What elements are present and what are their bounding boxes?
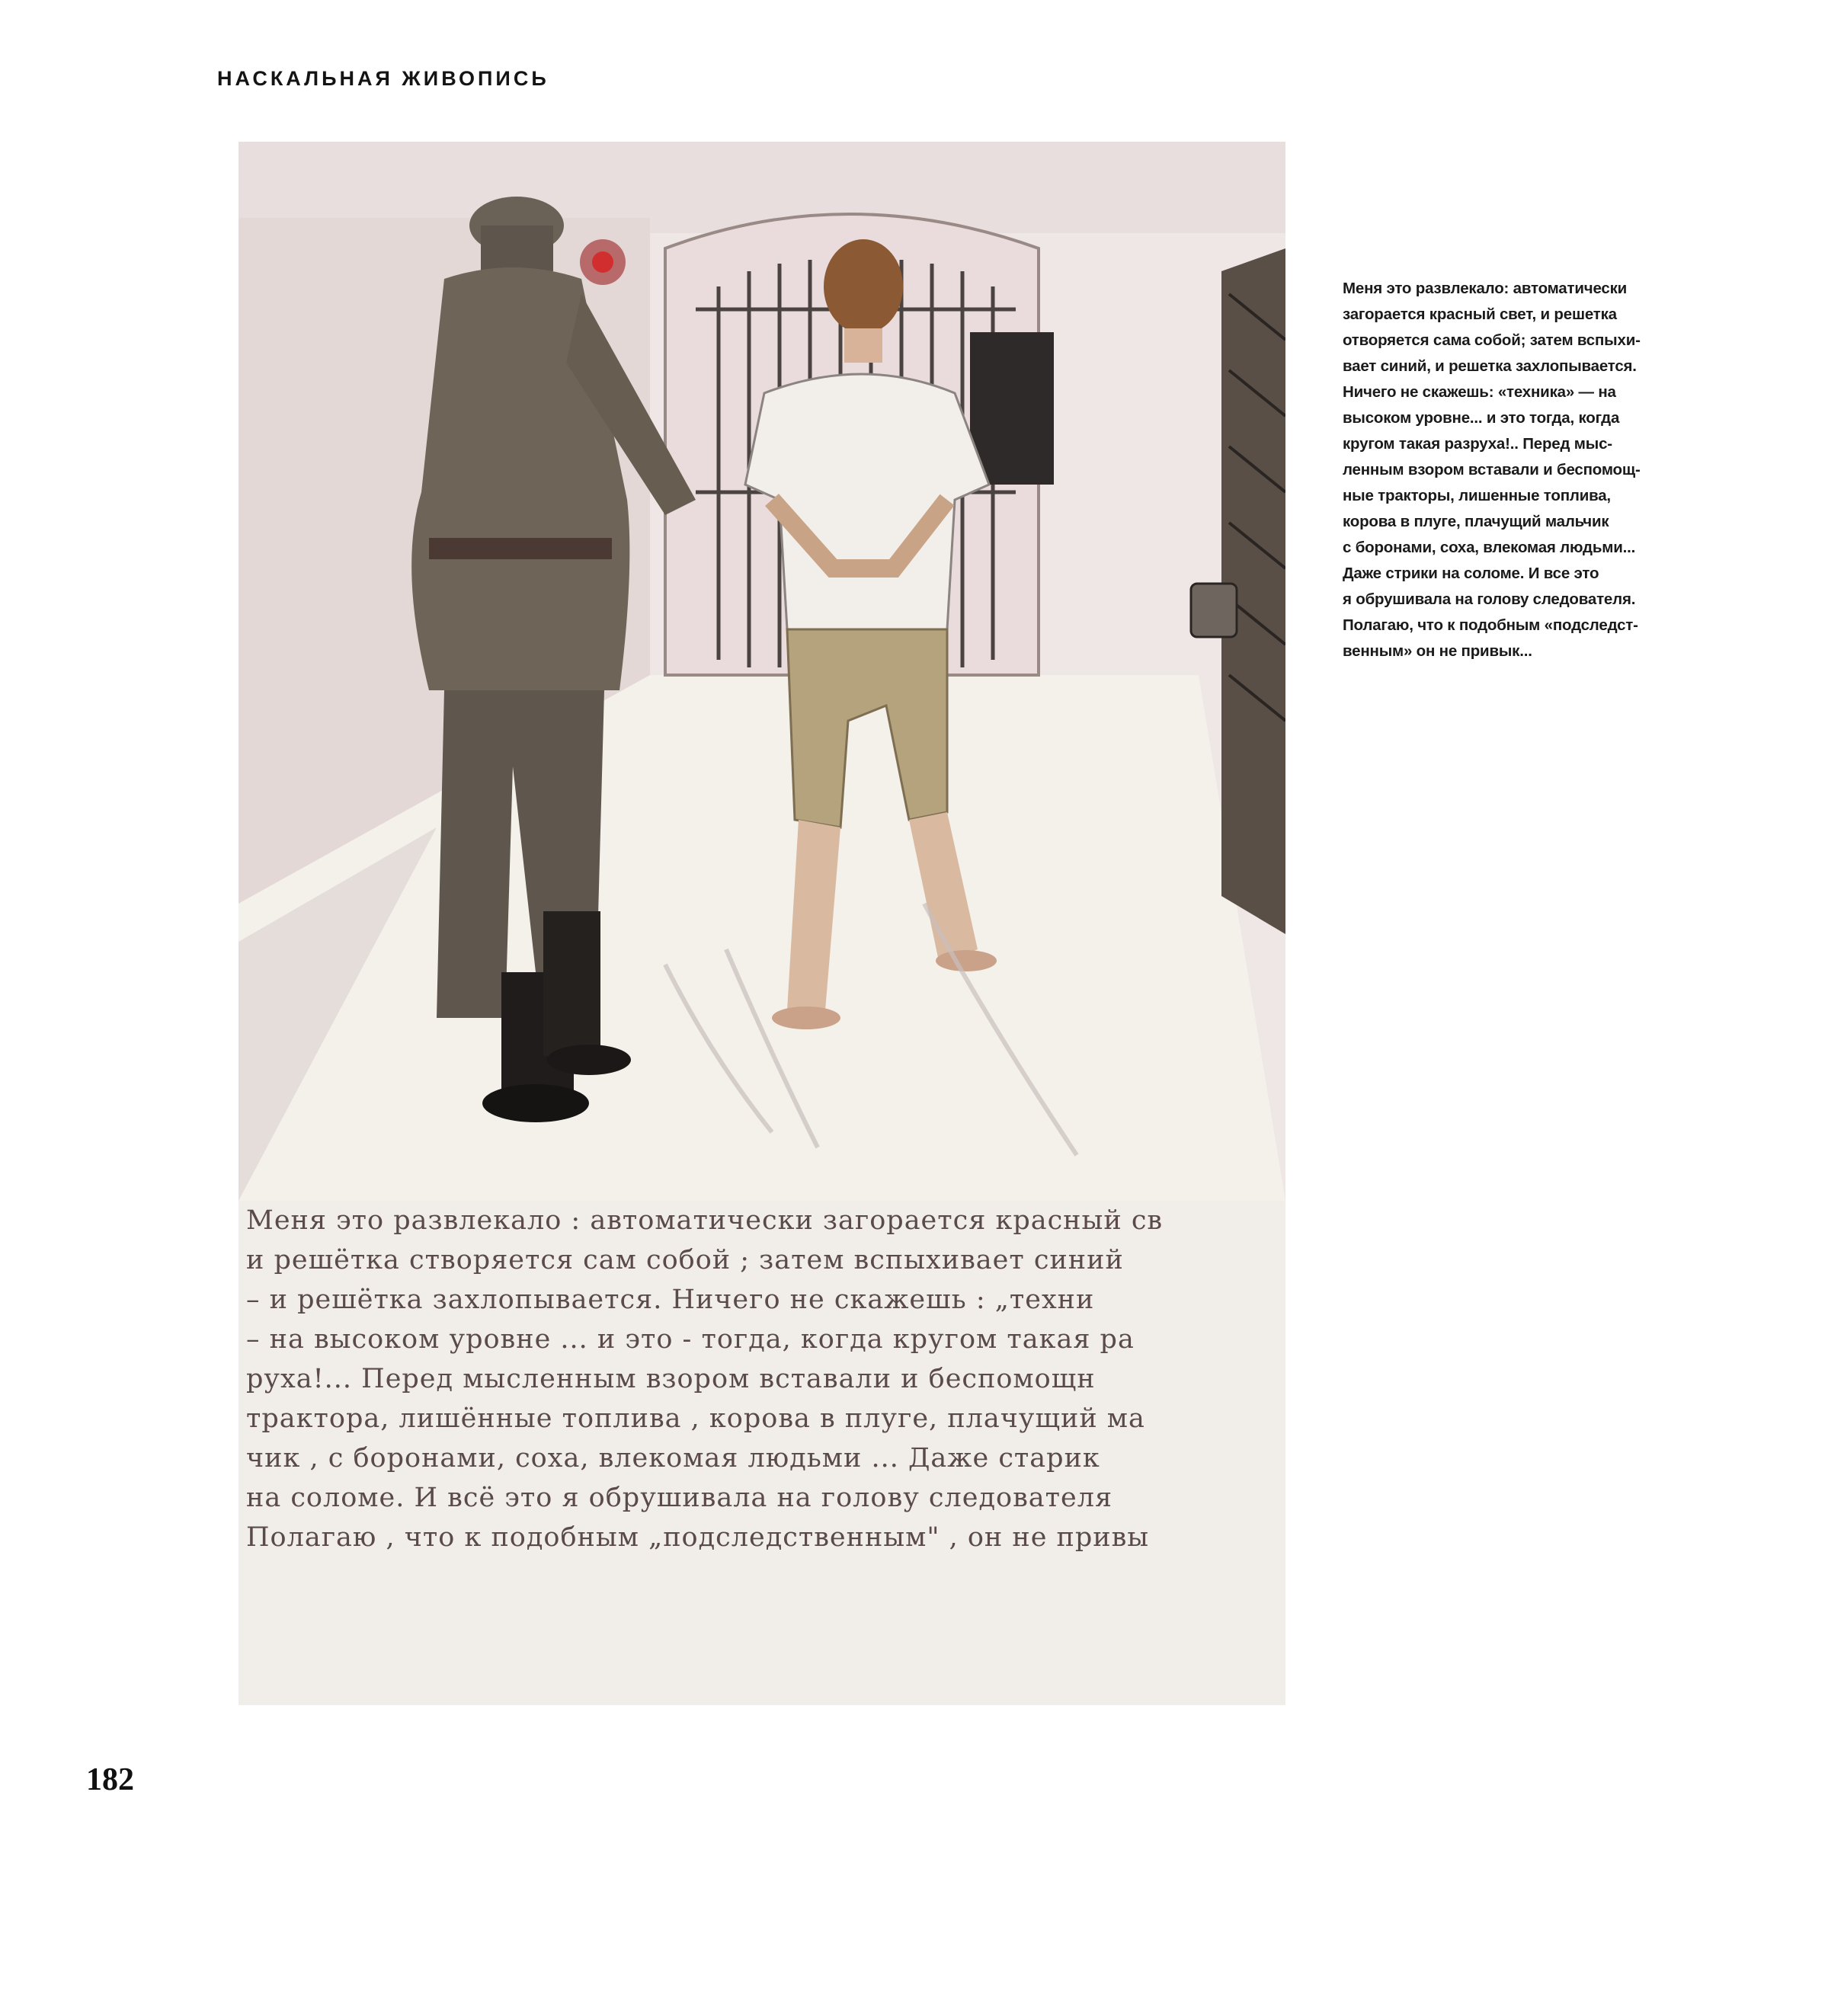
- caption-line: с боронами, соха, влекомая людьми...: [1343, 539, 1636, 556]
- handwritten-line: и решётка створяется сам собой ; затем вспыхивает синий: [246, 1245, 1124, 1275]
- caption-line: венным» он не привык...: [1343, 642, 1532, 660]
- handwritten-line: трактора, лишённые топлива , корова в плуге, плачущий ма: [246, 1403, 1145, 1434]
- red-lamp-glow: [592, 251, 613, 273]
- caption-line: вает синий, и решетка захлопывается.: [1343, 357, 1637, 375]
- caption-line: Полагаю, что к подобным «подследст-: [1343, 616, 1638, 634]
- handwritten-caption: [246, 1201, 1285, 1557]
- caption-line: загорается красный свет, и решетка: [1343, 306, 1617, 323]
- caption-line: Даже стрики на соломе. И все это: [1343, 565, 1599, 582]
- side-caption: [1343, 276, 1730, 664]
- caption-line: Меня это развлекало: автоматически: [1343, 280, 1628, 297]
- page-number: 182: [86, 1762, 134, 1797]
- caption-line: высоком уровне... и это тогда, когда: [1343, 409, 1620, 427]
- caption-line: ленным взором вставали и беспомощ-: [1343, 461, 1641, 478]
- corridor-drawing: [239, 142, 1285, 1201]
- door-lock: [1191, 584, 1237, 637]
- prison-corridor-illustration: [239, 142, 1285, 1705]
- caption-line: Ничего не скажешь: «техника» — на: [1343, 383, 1616, 401]
- inner-window: [970, 332, 1054, 485]
- handwritten-line: – и решётка захлопывается. Ничего не скажешь : „техни: [246, 1285, 1095, 1315]
- caption-line: кругом такая разруха!.. Перед мыс-: [1343, 435, 1612, 453]
- handwritten-line: чик , с боронами, соха, влекомая людьми ... Даже старик: [246, 1443, 1100, 1474]
- handwritten-line: руха!... Перед мысленным взором вставали и беспомощн: [246, 1364, 1096, 1394]
- handwritten-line: – на высоком уровне ... и это - тогда, когда кругом такая ра: [246, 1324, 1135, 1355]
- caption-line: корова в плуге, плачущий мальчик: [1343, 513, 1609, 530]
- caption-line: отворяется сама собой; затем вспыхи-: [1343, 331, 1641, 349]
- handwritten-line: Меня это развлекало : автоматически загорается красный св: [246, 1205, 1164, 1236]
- running-title: НАСКАЛЬНАЯ ЖИВОПИСЬ: [217, 67, 549, 90]
- handwritten-line: Полагаю , что к подобным „подследственным" , он не привы: [246, 1522, 1150, 1553]
- handwritten-line: на соломе. И всё это я обрушивала на голову следователя: [246, 1483, 1113, 1513]
- caption-line: ные тракторы, лишенные топлива,: [1343, 487, 1611, 504]
- caption-line: я обрушивала на голову следователя.: [1343, 590, 1636, 608]
